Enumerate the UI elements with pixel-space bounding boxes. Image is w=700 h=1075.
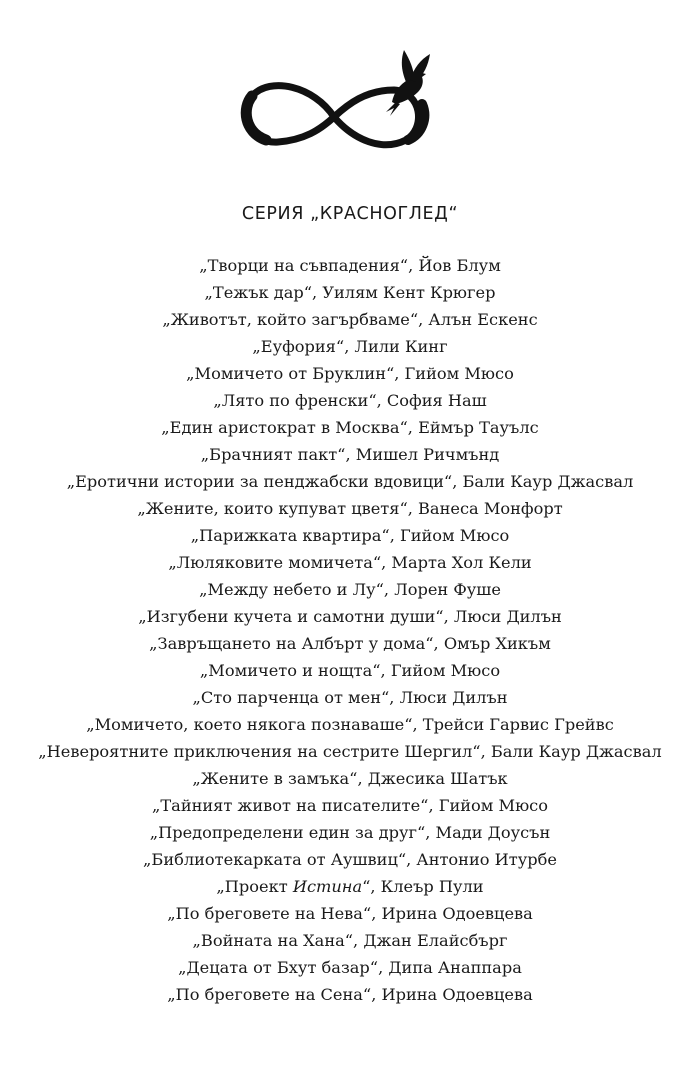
book-title: „Между небето и Лу“ <box>199 580 384 599</box>
infinity-bird-logo <box>236 42 436 178</box>
book-title: „Предопределени един за друг“ <box>149 823 426 842</box>
list-item <box>0 603 700 630</box>
book-author: , Уилям Кент Крюгер <box>312 283 496 302</box>
list-item <box>0 306 700 333</box>
book-title: „Един аристократ в Москва“ <box>161 418 408 437</box>
book-author: , Мади Доусън <box>425 823 551 842</box>
book-title: „Библиотекарката от Аушвиц“ <box>143 850 407 869</box>
book-author: , Гийом Мюсо <box>380 661 501 680</box>
book-title: „Момичето от Бруклин“ <box>186 364 395 383</box>
book-title: „Брачният пакт“ <box>200 445 346 464</box>
list-item <box>0 630 700 657</box>
book-title: „Животът, който загърбваме“ <box>162 310 419 329</box>
list-item <box>0 576 700 603</box>
book-author: , Джан Елайсбърг <box>353 931 508 950</box>
list-item <box>0 279 700 306</box>
book-author: , Гийом Мюсо <box>394 364 514 383</box>
book-title: „Еротични истории за пенджабски вдовици“ <box>66 472 453 491</box>
list-item <box>0 819 700 846</box>
book-title: „Парижката квартира“ <box>190 526 390 545</box>
book-author: , Джесика Шатък <box>357 769 508 788</box>
list-item <box>0 981 700 1008</box>
book-author: , Ирина Одоевцева <box>371 985 533 1004</box>
book-title: „Жените в замъка“ <box>192 769 358 788</box>
list-item <box>0 954 700 981</box>
list-item <box>0 873 700 900</box>
book-title: „Децата от Бхут базар“ <box>178 958 379 977</box>
list-item <box>0 846 700 873</box>
book-title: „Проект <box>216 877 293 896</box>
book-title: „Еуфория“ <box>252 337 345 356</box>
list-item <box>0 549 700 576</box>
list-item <box>0 468 700 495</box>
list-item <box>0 684 700 711</box>
list-item <box>0 711 700 738</box>
infinity-bird-icon <box>236 42 436 178</box>
book-title: „Войната на Хана“ <box>192 931 354 950</box>
book-author: , Алън Ескенс <box>418 310 538 329</box>
book-title: „Тежък дар“ <box>204 283 313 302</box>
book-title: „Жените, които купуват цветя“ <box>137 499 408 518</box>
list-item <box>0 792 700 819</box>
book-author: , Лорен Фуше <box>383 580 501 599</box>
list-item <box>0 387 700 414</box>
book-author: , Лили Кинг <box>344 337 448 356</box>
book-author: , Гийом Мюсо <box>428 796 548 815</box>
book-title: „Невероятните приключения на сестрите Шергил“ <box>38 742 481 761</box>
book-title: „Завръщането на Албърт у дома“ <box>149 634 434 653</box>
book-title: „Тайният живот на писателите“ <box>151 796 429 815</box>
book-title: „Изгубени кучета и самотни души“ <box>138 607 444 626</box>
book-author: , София Наш <box>376 391 487 410</box>
book-title-end: “ <box>362 877 371 896</box>
book-author: , Люси Дилън <box>443 607 562 626</box>
book-author: , Бали Каур Джасвал <box>480 742 662 761</box>
book-title: „По бреговете на Сена“ <box>167 985 372 1004</box>
book-author: , Омър Хикъм <box>433 634 551 653</box>
book-title: „Сто парченца от мен“ <box>192 688 390 707</box>
book-title: „Момичето и нощта“ <box>199 661 381 680</box>
book-author: , Йов Блум <box>408 256 501 275</box>
book-author: , Мишел Ричмънд <box>345 445 500 464</box>
list-item <box>0 333 700 360</box>
list-item <box>0 252 700 279</box>
book-title: „Творци на съвпадения“ <box>199 256 409 275</box>
book-title: „Лято по френски“ <box>213 391 377 410</box>
list-item <box>0 495 700 522</box>
book-author: , Антонио Итурбе <box>406 850 557 869</box>
book-title: „Люляковите момичета“ <box>168 553 382 572</box>
list-item <box>0 522 700 549</box>
list-item <box>0 441 700 468</box>
book-author: , Ирина Одоевцева <box>371 904 533 923</box>
book-author: , Люси Дилън <box>389 688 508 707</box>
list-item <box>0 360 700 387</box>
book-author: , Ванеса Монфорт <box>407 499 563 518</box>
list-item <box>0 927 700 954</box>
book-author: , Клеър Пули <box>370 877 484 896</box>
book-author: , Еймър Тауълс <box>407 418 539 437</box>
book-title: „Момичето, което някога познаваше“ <box>86 715 413 734</box>
book-title: „По бреговете на Нева“ <box>167 904 372 923</box>
list-item <box>0 738 700 765</box>
book-title-italic: Истина <box>292 877 363 896</box>
book-list <box>0 252 700 1008</box>
list-item <box>0 657 700 684</box>
book-author: , Дипа Анаппара <box>378 958 522 977</box>
series-title: СЕРИЯ „КРАСНОГЛЕД“ <box>241 204 459 224</box>
book-author: , Гийом Мюсо <box>389 526 510 545</box>
list-item <box>0 900 700 927</box>
book-author: , Трейси Гарвис Грейвс <box>412 715 614 734</box>
book-author: , Бали Каур Джасвал <box>452 472 634 491</box>
list-item <box>0 414 700 441</box>
list-item <box>0 765 700 792</box>
book-author: , Марта Хол Кели <box>381 553 532 572</box>
